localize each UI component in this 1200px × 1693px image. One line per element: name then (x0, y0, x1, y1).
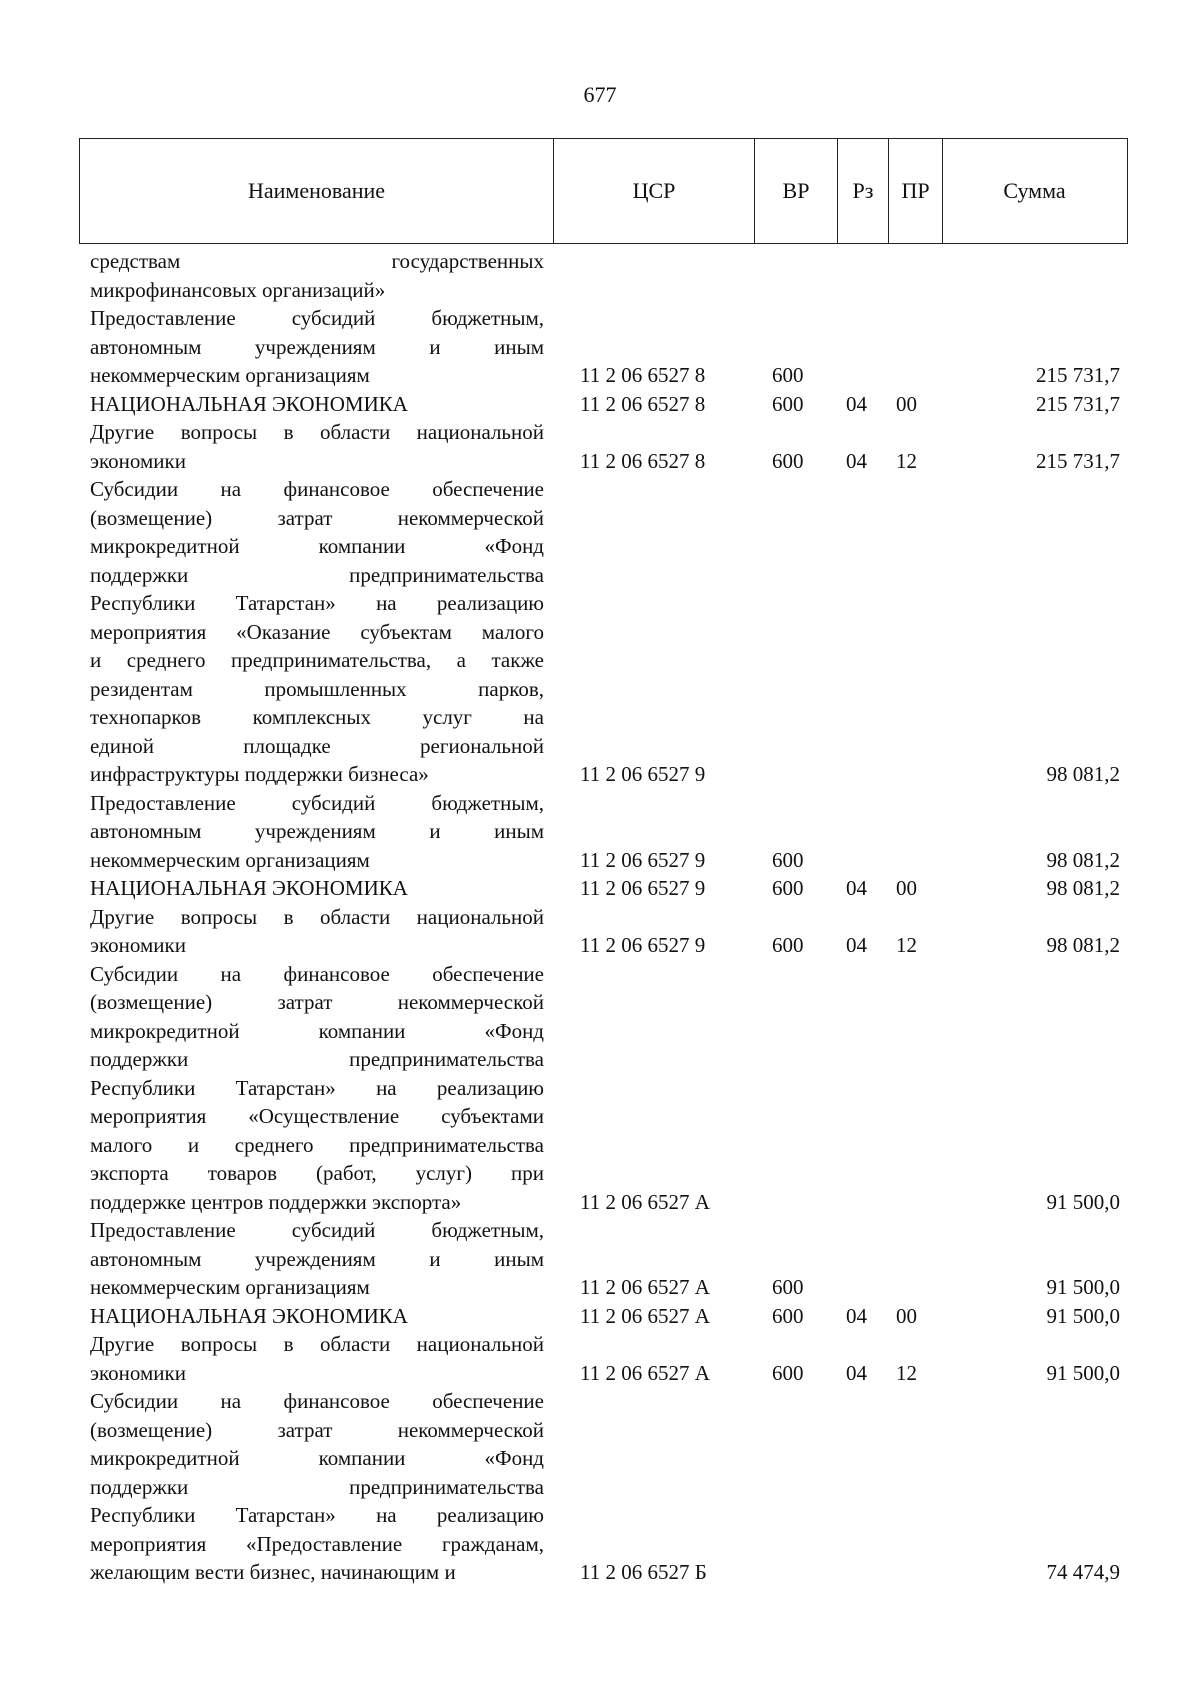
row-name (90, 903, 544, 960)
row-csr: 11 2 06 6527 А (580, 1275, 710, 1299)
row-name-line: поддержки предпринимательства (90, 562, 544, 587)
row-name-line: автономным учреждениям и иным (90, 334, 544, 359)
row-name-line: Другие вопросы в области национальной (90, 904, 544, 929)
row-csr: 11 2 06 6527 8 (580, 363, 706, 387)
row-rz: 04 (846, 391, 867, 416)
row-csr: 11 2 06 6527 9 (580, 876, 706, 900)
row-pr: 12 (896, 933, 917, 957)
row-pr: 00 (896, 876, 917, 900)
row-csr: 11 2 06 6527 А (580, 1303, 710, 1328)
row-vr: 600 (772, 1275, 804, 1299)
row-rz: 04 (846, 1360, 867, 1385)
header-name: Наименование (247, 178, 386, 203)
row-name-line: технопарков комплексных услуг на (90, 705, 544, 729)
header-sum: Сумма (942, 139, 1126, 243)
row-pr: 00 (896, 1303, 917, 1328)
row-name-line: Другие вопросы в области национальной (90, 1332, 544, 1356)
row-name (90, 1302, 544, 1331)
row-name-line: Республики Татарстан» на реализацию (90, 1503, 544, 1527)
row-name-line: (возмещение) затрат некоммерческой (90, 990, 544, 1014)
row-name-line: Республики Татарстан» на реализацию (90, 591, 544, 615)
row-csr: 11 2 06 6527 8 (580, 391, 706, 416)
row-name-line: поддержки предпринимательства (90, 1047, 544, 1071)
row-rz: 04 (846, 876, 867, 900)
row-sum: 98 081,2 (1046, 762, 1120, 786)
table-row (0, 1216, 1200, 1302)
table-row (0, 789, 1200, 875)
row-name-line: некоммерческим организациям (90, 1275, 370, 1299)
row-name-line: НАЦИОНАЛЬНАЯ ЭКОНОМИКА (90, 1303, 408, 1328)
row-vr: 600 (772, 876, 804, 900)
row-name (90, 304, 544, 390)
row-name-line: Республики Татарстан» на реализацию (90, 1075, 544, 1100)
table-row (0, 304, 1200, 390)
table-row (0, 903, 1200, 960)
row-vr: 600 (772, 847, 804, 872)
row-name-line: микрофинансовых организаций» (90, 277, 386, 302)
row-sum: 91 500,0 (1046, 1303, 1120, 1328)
row-pr: 12 (896, 448, 917, 473)
row-csr: 11 2 06 6527 9 (580, 762, 706, 786)
row-name-line: Предоставление субсидий бюджетным, (90, 790, 544, 815)
row-name-line: Субсидии на финансовое обеспечение (90, 1389, 544, 1413)
table-row (0, 475, 1200, 789)
row-name-line: микрокредитной компании «Фонд (90, 1018, 544, 1043)
row-name-line: Предоставление субсидий бюджетным, (90, 1218, 544, 1242)
row-csr: 11 2 06 6527 9 (580, 933, 706, 957)
row-name-line: некоммерческим организациям (90, 363, 370, 387)
row-name-line: автономным учреждениям и иным (90, 819, 544, 843)
row-sum: 91 500,0 (1046, 1275, 1120, 1299)
row-name-line: инфраструктуры поддержки бизнеса» (90, 762, 429, 786)
header-rz: Рз (837, 139, 888, 243)
row-name (90, 874, 544, 903)
page-number: 677 (583, 82, 617, 107)
row-name (90, 1216, 544, 1302)
row-vr: 600 (772, 363, 804, 387)
row-rz: 04 (846, 448, 867, 473)
row-pr: 00 (896, 391, 917, 416)
row-sum: 98 081,2 (1046, 876, 1120, 900)
row-vr: 600 (772, 391, 804, 416)
row-sum: 215 731,7 (1036, 363, 1120, 387)
row-sum: 98 081,2 (1046, 847, 1120, 872)
table-row (0, 418, 1200, 475)
row-name-line: микрокредитной компании «Фонд (90, 1446, 544, 1470)
row-csr: 11 2 06 6527 8 (580, 448, 706, 473)
row-sum: 98 081,2 (1046, 933, 1120, 957)
row-name-line: и среднего предпринимательства, а также (90, 648, 544, 672)
row-name-line: НАЦИОНАЛЬНАЯ ЭКОНОМИКА (90, 876, 408, 900)
row-name-line: (возмещение) затрат некоммерческой (90, 1417, 544, 1442)
row-sum: 74 474,9 (1046, 1560, 1120, 1584)
row-name-line: экспорта товаров (работ, услуг) при (90, 1161, 544, 1185)
row-name (90, 960, 544, 1217)
row-name-line: экономики (90, 1360, 186, 1385)
row-name-line: желающим вести бизнес, начинающим и (90, 1560, 456, 1584)
row-vr: 600 (772, 1360, 804, 1385)
row-name-line: Субсидии на финансовое обеспечение (90, 477, 544, 501)
row-name-line: поддержки предпринимательства (90, 1474, 544, 1499)
row-csr: 11 2 06 6527 А (580, 1189, 710, 1214)
row-name-line: Предоставление субсидий бюджетным, (90, 306, 544, 330)
row-sum: 215 731,7 (1036, 448, 1120, 473)
row-name (90, 475, 544, 789)
row-name-line: Субсидии на финансовое обеспечение (90, 961, 544, 986)
row-name (90, 1387, 544, 1587)
row-rz: 04 (846, 933, 867, 957)
row-vr: 600 (772, 1303, 804, 1328)
row-csr: 11 2 06 6527 А (580, 1360, 710, 1385)
row-name-line: мероприятия «Осуществление субъектами (90, 1104, 544, 1128)
table-row (0, 1330, 1200, 1387)
row-name-line: мероприятия «Оказание субъектам малого (90, 619, 544, 644)
row-csr: 11 2 06 6527 Б (580, 1560, 707, 1584)
row-name-line: единой площадке региональной (90, 733, 544, 758)
table-row (0, 1302, 1200, 1331)
row-name-line: Другие вопросы в области национальной (90, 420, 544, 444)
row-name-line: резидентам промышленных парков, (90, 676, 544, 701)
row-name (90, 390, 544, 419)
row-name (90, 418, 544, 475)
row-rz: 04 (846, 1303, 867, 1328)
row-vr: 600 (772, 933, 804, 957)
row-name-line: НАЦИОНАЛЬНАЯ ЭКОНОМИКА (90, 391, 408, 416)
row-vr: 600 (772, 448, 804, 473)
row-name-line: средствам государственных (90, 249, 544, 273)
row-sum: 215 731,7 (1036, 391, 1120, 416)
table-row (0, 247, 1200, 304)
row-name (90, 789, 544, 875)
table-row (0, 1387, 1200, 1587)
row-name-line: экономики (90, 933, 186, 957)
row-csr: 11 2 06 6527 9 (580, 847, 706, 872)
row-name-line: микрокредитной компании «Фонд (90, 534, 544, 558)
row-name-line: (возмещение) затрат некоммерческой (90, 505, 544, 530)
header-csr: ЦСР (553, 139, 754, 243)
table-row (0, 960, 1200, 1217)
row-name-line: мероприятия «Предоставление гражданам, (90, 1531, 544, 1556)
row-name-line: малого и среднего предпринимательства (90, 1132, 544, 1157)
row-name (90, 1330, 544, 1387)
row-sum: 91 500,0 (1046, 1360, 1120, 1385)
table-row (0, 874, 1200, 903)
row-name-line: поддержке центров поддержки экспорта» (90, 1189, 462, 1214)
row-sum: 91 500,0 (1046, 1189, 1120, 1214)
table-row (0, 390, 1200, 419)
table-header (79, 138, 1128, 244)
row-name-line: некоммерческим организациям (90, 847, 370, 872)
row-name-line: автономным учреждениям и иным (90, 1246, 544, 1271)
header-pr: ПР (888, 139, 942, 243)
header-vr: ВР (754, 139, 837, 243)
row-name (90, 247, 544, 304)
row-pr: 12 (896, 1360, 917, 1385)
row-name-line: экономики (90, 448, 186, 473)
